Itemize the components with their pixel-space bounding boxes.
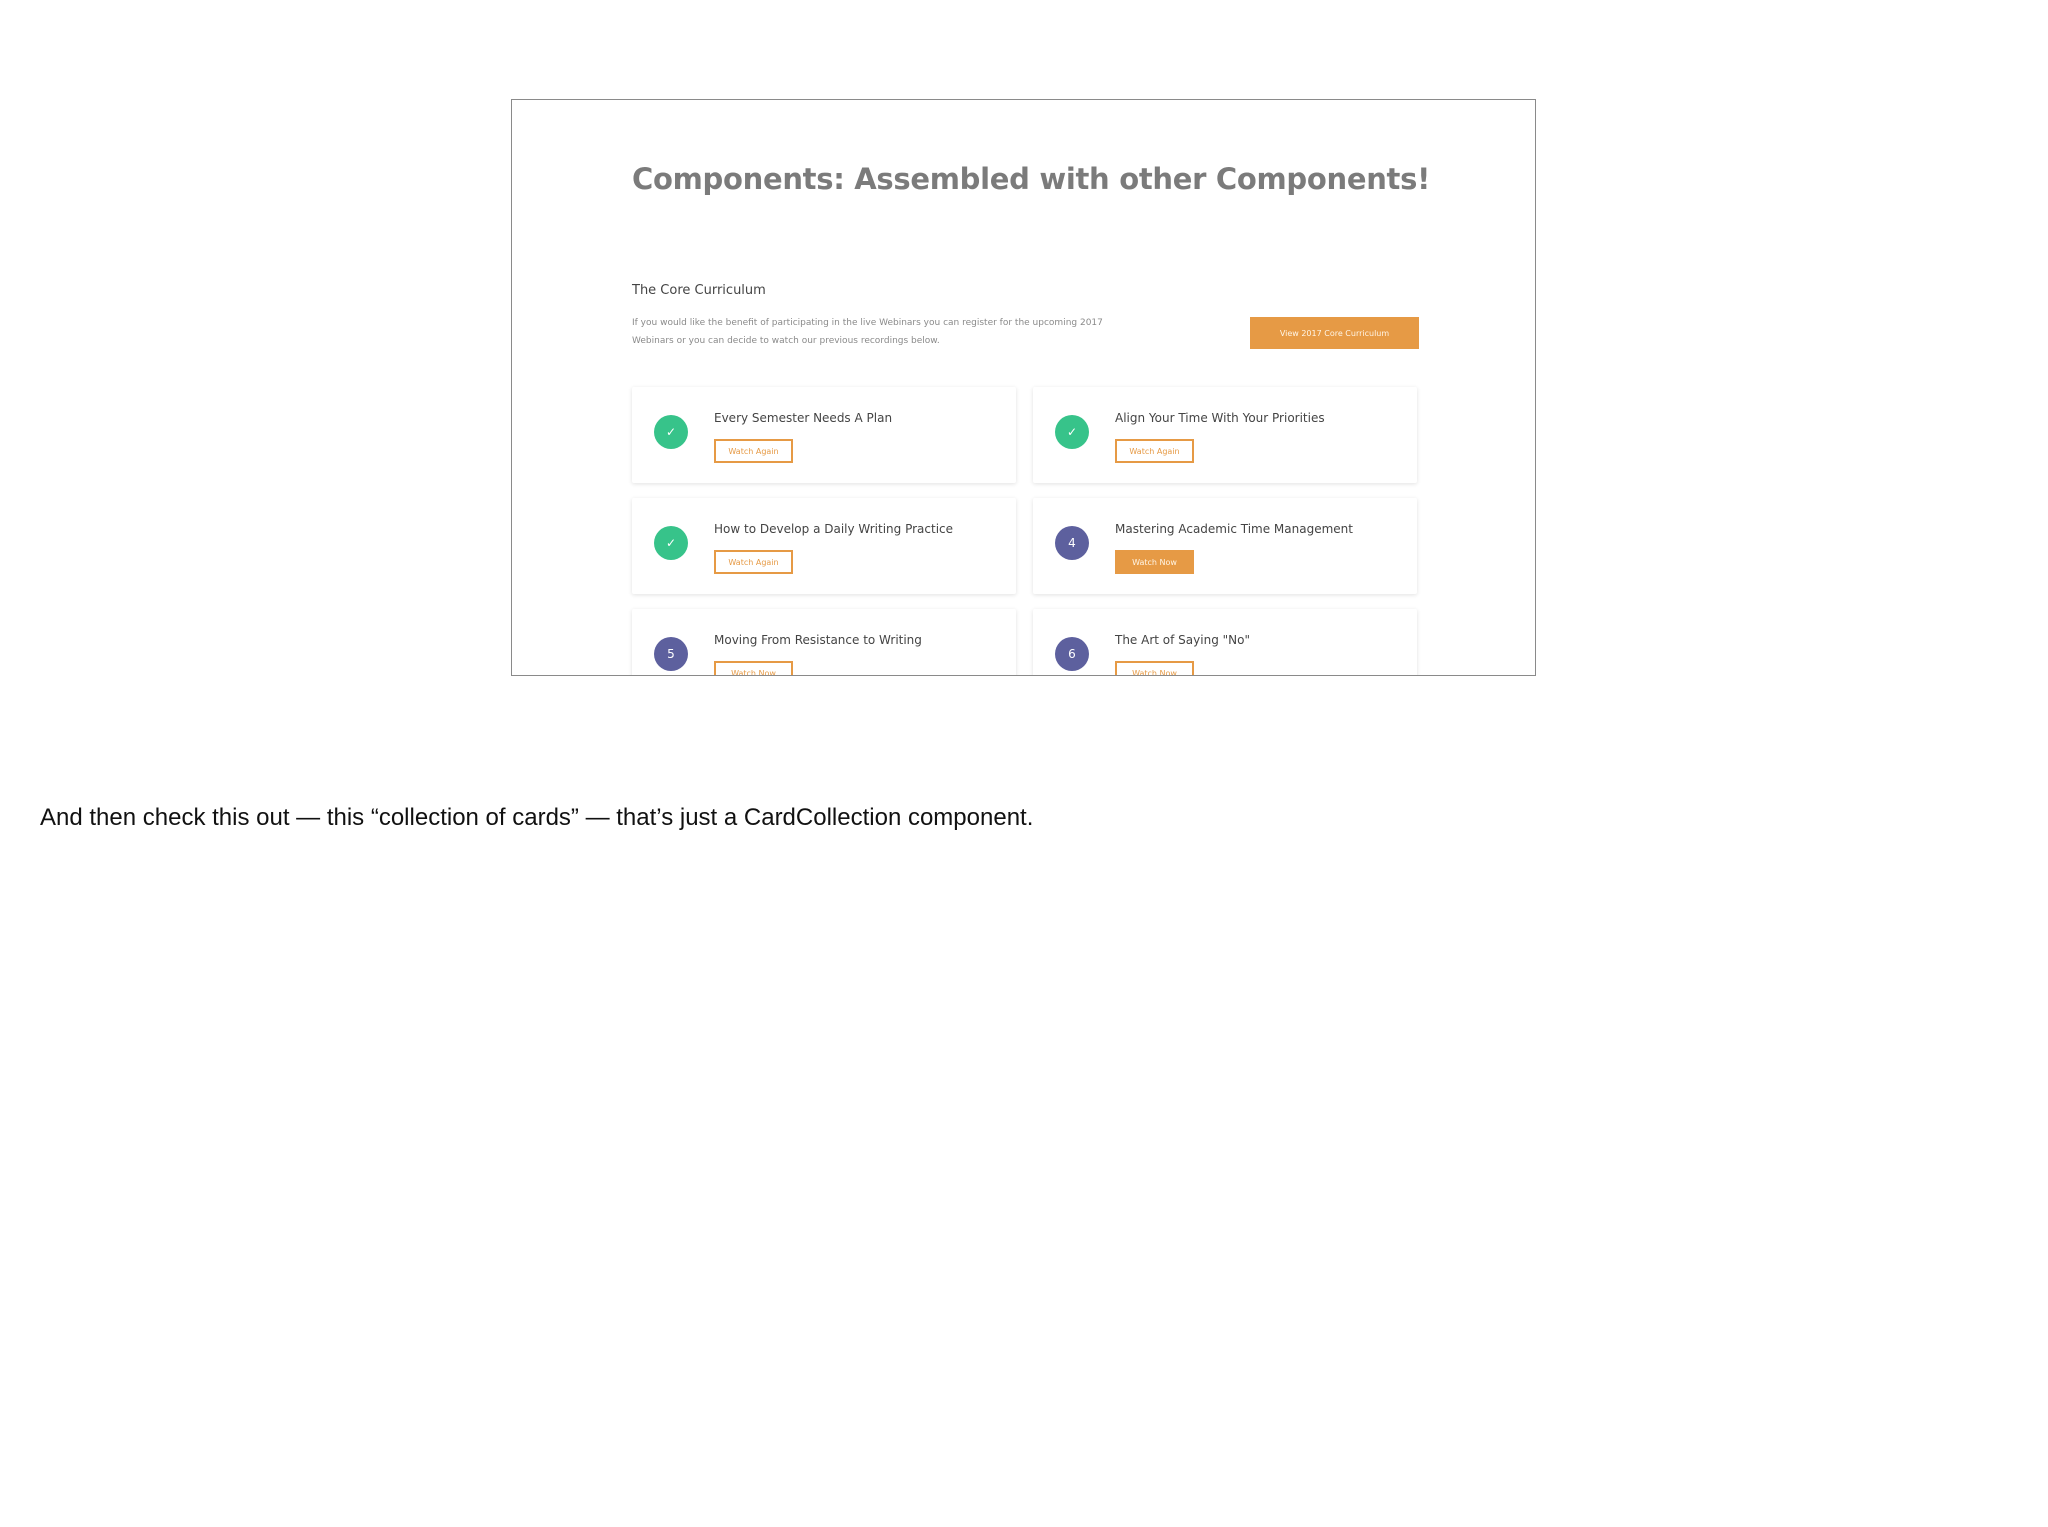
watch-now-button[interactable]: Watch Now — [1115, 661, 1194, 676]
card-title: The Art of Saying "No" — [1115, 633, 1250, 647]
check-icon: ✓ — [1055, 415, 1089, 449]
card — [1033, 387, 1417, 483]
card — [1033, 609, 1417, 676]
check-icon: ✓ — [654, 415, 688, 449]
card-title: How to Develop a Daily Writing Practice — [714, 522, 954, 536]
watch-now-button[interactable]: Watch Now — [1115, 550, 1194, 574]
check-icon: ✓ — [654, 526, 688, 560]
section-description: If you would like the benefit of participating in the live Webinars you can register for the upcoming 2017 Webinars or you can decide to watch our previous recordings below. — [632, 318, 1103, 346]
watch-again-button[interactable]: Watch Again — [714, 550, 793, 574]
section-heading: The Core Curriculum — [632, 283, 766, 298]
view-curriculum-button[interactable]: View 2017 Core Curriculum — [1250, 317, 1419, 349]
card-title: Mastering Academic Time Management — [1115, 522, 1353, 536]
number-badge-icon: 4 — [1055, 526, 1089, 560]
card-title: Align Your Time With Your Priorities — [1115, 411, 1325, 425]
number-badge-icon: 6 — [1055, 637, 1089, 671]
card-title: Every Semester Needs A Plan — [714, 411, 893, 425]
screenshot-frame — [511, 99, 1536, 676]
slide-title: Components: Assembled with other Components! — [632, 162, 1431, 196]
card-title: Moving From Resistance to Writing — [714, 633, 922, 647]
number-badge-icon: 5 — [654, 637, 688, 671]
card — [632, 387, 1016, 483]
card — [1033, 498, 1417, 594]
card — [632, 609, 1016, 676]
card — [632, 498, 1016, 594]
slide-caption: And then check this out — this “collection of cards” — that’s just a CardCollection component. — [40, 804, 1034, 831]
watch-again-button[interactable]: Watch Again — [714, 439, 793, 463]
watch-again-button[interactable]: Watch Again — [1115, 439, 1194, 463]
watch-now-button[interactable]: Watch Now — [714, 661, 793, 676]
